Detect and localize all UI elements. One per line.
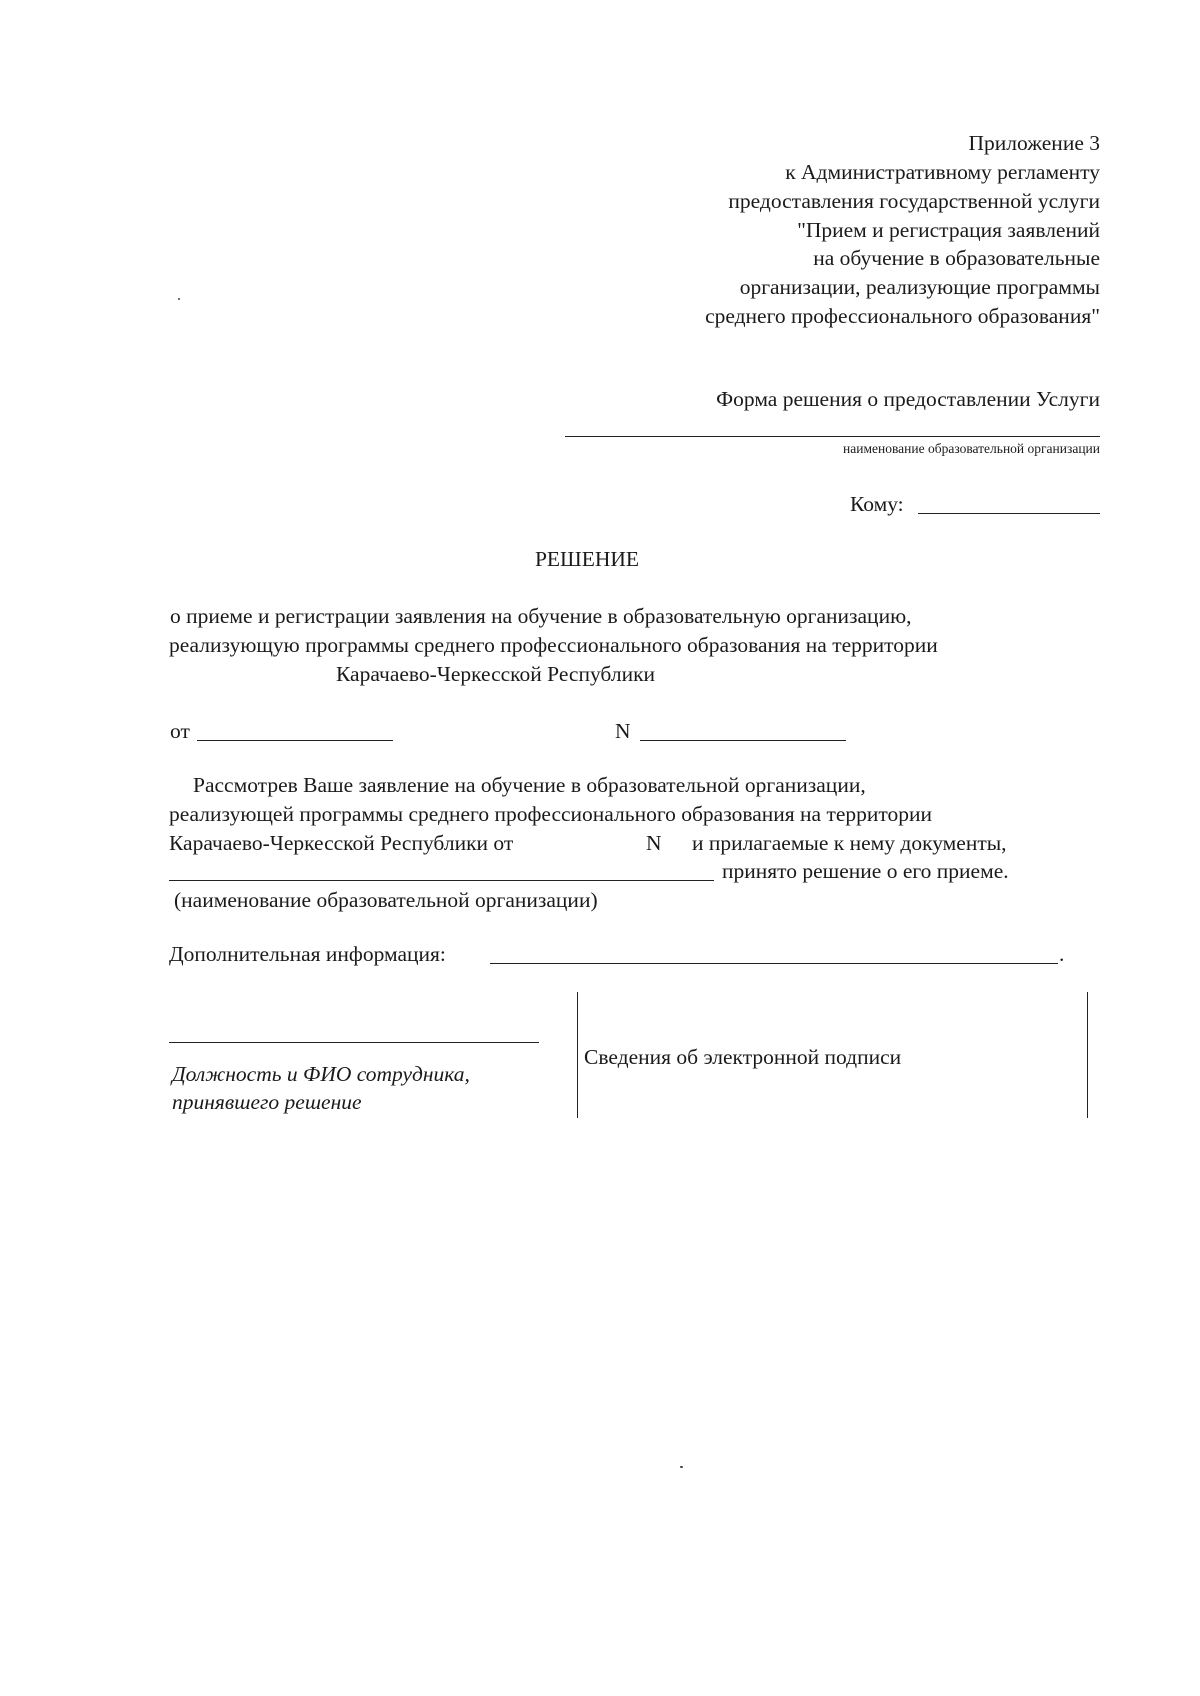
to-label: Кому: bbox=[850, 492, 904, 516]
number-line bbox=[640, 740, 846, 741]
scan-speck bbox=[178, 298, 180, 300]
form-caption: Форма решения о предоставлении Услуги bbox=[716, 387, 1100, 411]
body-line-3a: Карачаево-Черкесской Республики от bbox=[169, 831, 514, 855]
appendix-line-4: "Прием и регистрация заявлений bbox=[797, 218, 1100, 242]
subtitle-line-1: о приеме и регистрации заявления на обучение в образовательную организацию, bbox=[170, 604, 912, 628]
appendix-line-7: среднего профессионального образования" bbox=[705, 304, 1100, 328]
to-line bbox=[918, 513, 1100, 514]
position-line-1: Должность и ФИО сотрудника, bbox=[172, 1062, 470, 1086]
appendix-line-3: предоставления государственной услуги bbox=[728, 189, 1100, 213]
signature-line bbox=[169, 1042, 539, 1043]
esign-right-border bbox=[1087, 992, 1088, 1118]
org-fill-line bbox=[169, 880, 714, 881]
additional-end: . bbox=[1059, 942, 1065, 966]
appendix-line-2: к Административному регламенту bbox=[785, 160, 1100, 184]
body-line-3b: и прилагаемые к нему документы, bbox=[692, 831, 1007, 855]
appendix-line-6: организации, реализующие программы bbox=[739, 275, 1100, 299]
additional-label: Дополнительная информация: bbox=[169, 942, 446, 966]
scan-speck bbox=[680, 1466, 683, 1468]
org-caption: наименование образовательной организации bbox=[843, 441, 1100, 456]
position-line-2: принявшего решение bbox=[172, 1090, 362, 1114]
body-line-3-number: N bbox=[646, 831, 662, 855]
date-label: от bbox=[170, 719, 190, 743]
appendix-line-1: Приложение 3 bbox=[968, 131, 1100, 155]
additional-line bbox=[490, 963, 1058, 964]
subtitle-line-3: Карачаево-Черкесской Республики bbox=[336, 662, 656, 686]
esign-info: Сведения об электронной подписи bbox=[584, 1045, 902, 1069]
date-line bbox=[197, 740, 393, 741]
body-line-5: (наименование образовательной организации) bbox=[174, 888, 598, 912]
subtitle-line-2: реализующую программы среднего профессионального образования на территории bbox=[169, 633, 938, 657]
page-title: РЕШЕНИЕ bbox=[534, 547, 640, 571]
body-line-4: принято решение о его приеме. bbox=[722, 859, 1009, 883]
body-line-2: реализующей программы среднего профессионального образования на территории bbox=[169, 802, 933, 826]
appendix-line-5: на обучение в образовательные bbox=[813, 246, 1100, 270]
esign-left-border bbox=[577, 992, 578, 1118]
number-label: N bbox=[615, 719, 631, 743]
org-name-line bbox=[565, 436, 1100, 437]
body-line-1: Рассмотрев Ваше заявление на обучение в образовательной организации, bbox=[193, 773, 866, 797]
